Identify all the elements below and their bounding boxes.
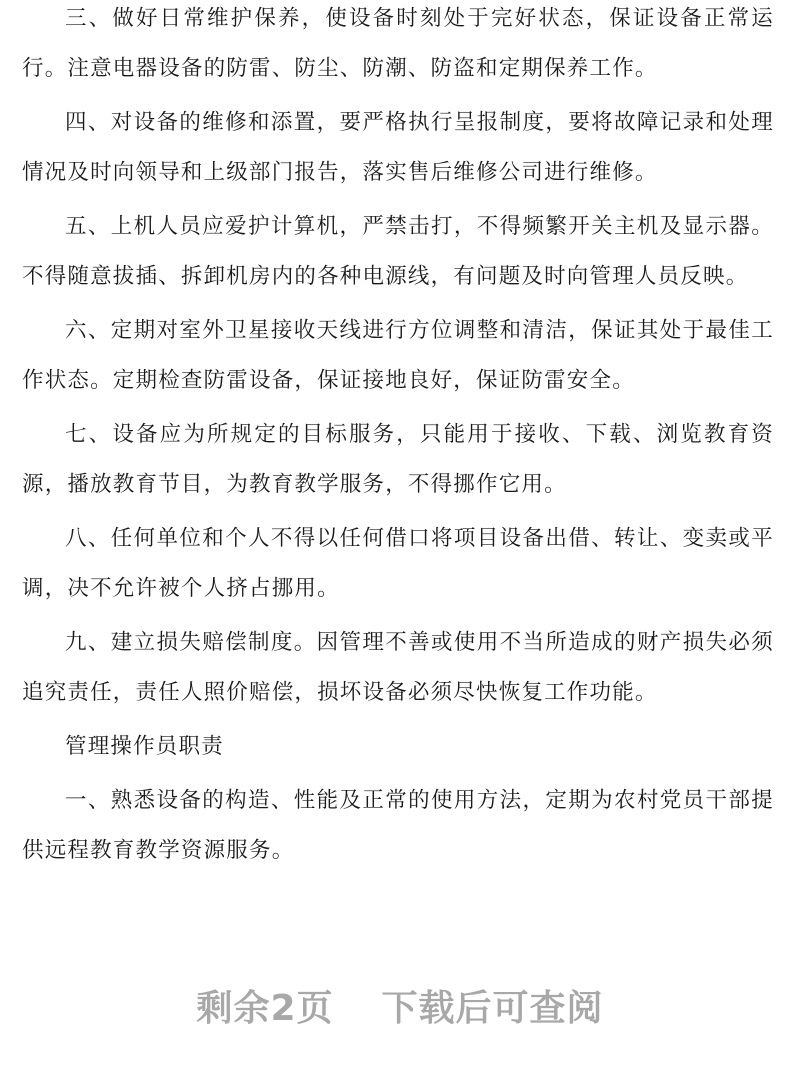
download-prompt[interactable] (0, 980, 800, 1031)
paragraph-7: 七、设备应为所规定的目标服务，只能用于接收、下载、浏览教育资源，播放教育节目，为教育教学服务，不得挪作它用。 (22, 422, 774, 497)
paragraph-duty-1: 一、熟悉设备的构造、性能及正常的使用方法，定期为农村党员干部提供远程教育教学资源服务。 (22, 788, 774, 863)
paragraph-9: 九、建立损失赔偿制度。因管理不善或使用不当所造成的财产损失必须追究责任，责任人照价赔偿，损坏设备必须尽快恢复工作功能。 (22, 630, 774, 705)
paragraph-8: 八、任何单位和个人不得以任何借口将项目设备出借、转让、变卖或平调，决不允许被个人挤占挪用。 (22, 526, 774, 601)
paragraph-5: 五、上机人员应爱护计算机，严禁击打，不得频繁开关主机及显示器。不得随意拔插、拆卸机房内的各种电源线，有问题及时向管理人员反映。 (22, 214, 774, 289)
paragraph-6: 六、定期对室外卫星接收天线进行方位调整和清洁，保证其处于最佳工作状态。定期检查防雷设备，保证接地良好，保证防雷安全。 (22, 318, 774, 393)
document-body (22, 0, 774, 876)
remaining-pages-label: 剩余2页 (196, 988, 334, 1029)
section-heading: 管理操作员职责 (65, 734, 224, 759)
paragraph-4: 四、对设备的维修和添置，要严格执行呈报制度，要将故障记录和处理情况及时向领导和上级部门报告，落实售后维修公司进行维修。 (22, 110, 774, 185)
paragraph-3: 三、做好日常维护保养，使设备时刻处于完好状态，保证设备正常运行。注意电器设备的防雷、防尘、防潮、防盗和定期保养工作。 (22, 6, 774, 81)
download-to-view-label: 下载后可查阅 (381, 988, 604, 1029)
